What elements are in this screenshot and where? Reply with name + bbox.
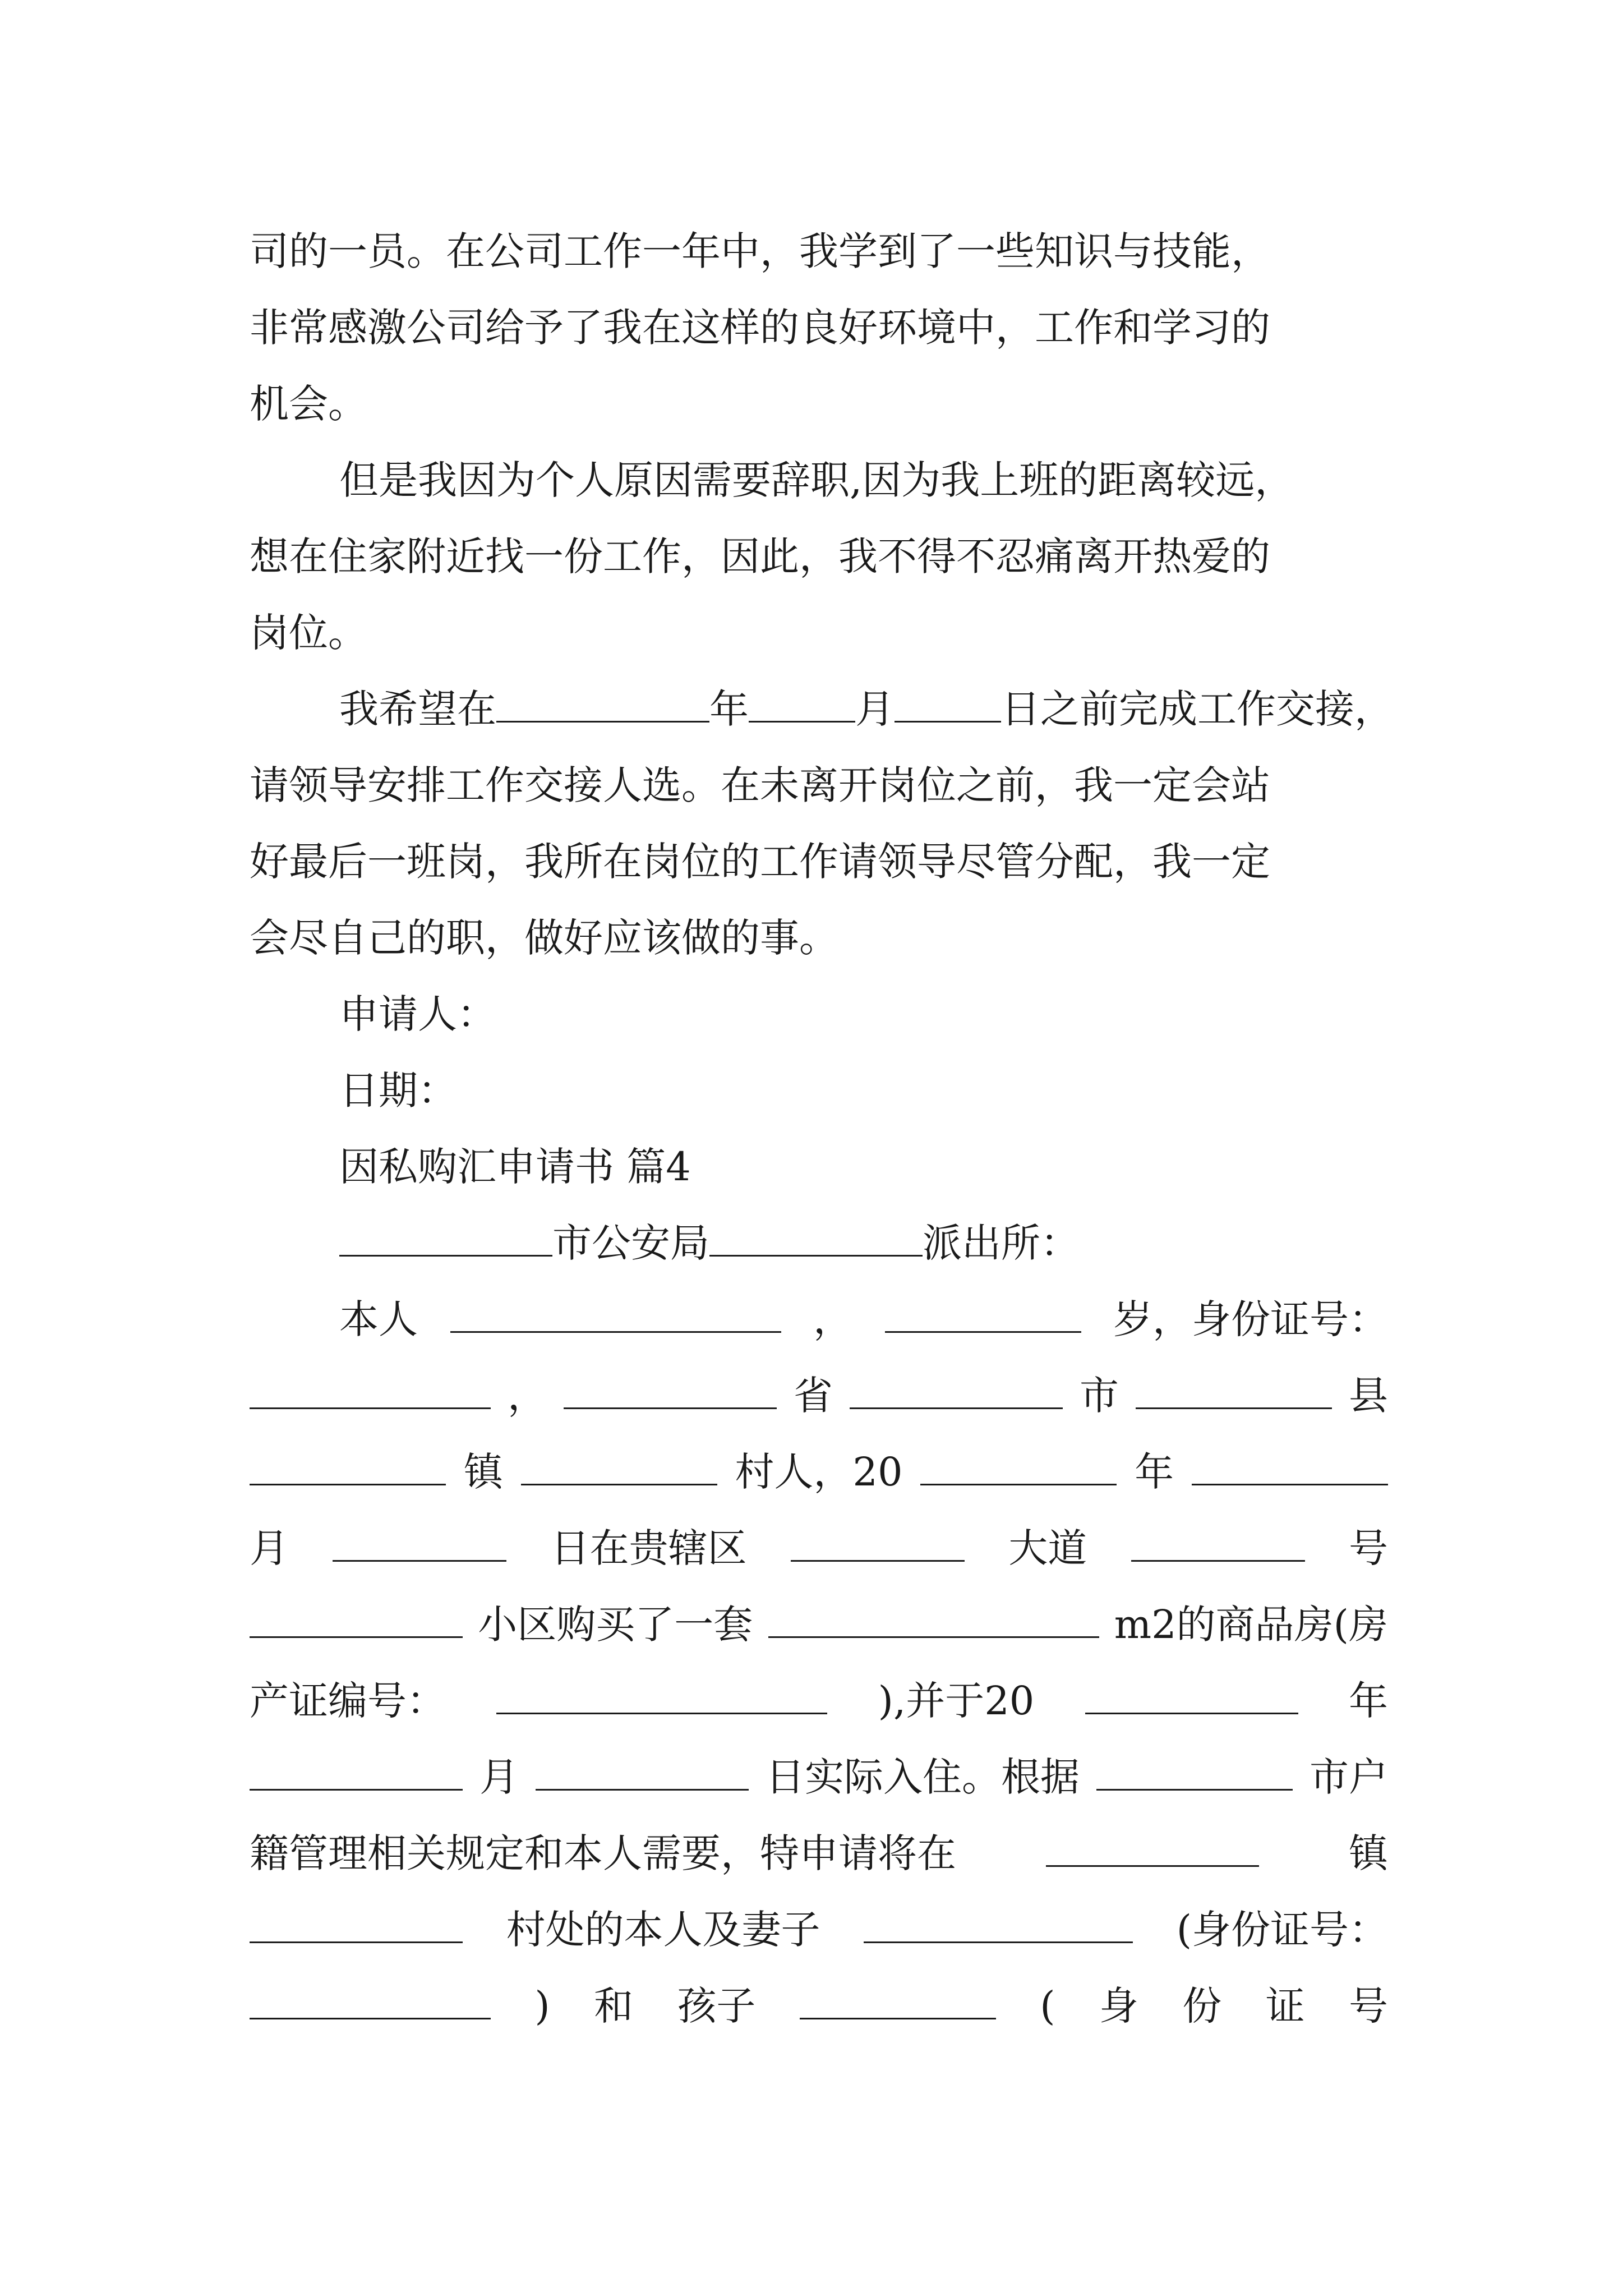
text-run: 日在贵辖区 [550,1525,747,1571]
fill-in-blank [791,1526,965,1562]
paragraph-line [250,366,1388,442]
text-run: 我希望在 [339,686,496,732]
text-run: 机会。 [250,381,367,427]
fill-in-blank [768,1603,1099,1638]
fill-in-blank [920,1450,1117,1485]
text-run: 证 [1265,1983,1305,2029]
fill-in-blank [895,687,1001,723]
text-run: 岁，身份证号： [1113,1296,1388,1342]
text-run: 非常感激公司给予了我在这样的良好环境中，工作和学习的 [250,305,1270,351]
text-run: 身 [1099,1983,1138,2029]
text-run: 月 [250,1525,289,1571]
fill-in-blank [1192,1450,1388,1485]
fill-in-blank [885,1297,1081,1333]
fill-in-blank [1136,1374,1332,1409]
fill-in-blank [564,1374,777,1409]
paragraph-line [250,1892,1388,1968]
fill-in-blank [1096,1755,1293,1791]
text-run: ( [1040,1983,1055,2029]
text-run: 但是我因为个人原因需要辞职,因为我上班的距离较远， [339,457,1294,503]
text-run: ， [508,1373,547,1419]
fill-in-blank [250,1450,446,1485]
paragraph-line [250,1663,1388,1739]
fill-in-blank [850,1374,1063,1409]
text-run: 孩子 [677,1983,756,2029]
paragraph-line [250,1586,1388,1663]
text-run: 日实际入住。根据 [766,1754,1080,1800]
fill-in-blank [250,1603,463,1638]
fill-in-blank [496,1679,827,1714]
fill-in-blank [709,1221,923,1257]
text-run: 小区购买了一套 [478,1602,753,1648]
fill-in-blank [496,687,709,723]
fill-in-blank [339,1221,552,1257]
fill-in-blank [749,687,855,723]
fill-in-blank [536,1755,749,1791]
text-run: 和 [594,1983,634,2029]
date-line [250,1052,1388,1129]
paragraph-line [250,518,1388,595]
paragraph-line [250,289,1388,366]
fill-in-blank [333,1526,506,1562]
text-run: 年 [1135,1449,1174,1495]
paragraph-line [250,1358,1388,1434]
text-run: 岗位。 [250,610,367,656]
text-run: 月 [479,1754,519,1800]
fill-in-blank [1131,1526,1305,1562]
document-body [250,213,1394,2044]
paragraph-line [250,1815,1388,1892]
paragraph-line [250,442,1388,518]
fill-in-blank [800,1984,996,2019]
addressee-line [250,1205,1388,1281]
text-run: 市公安局 [552,1220,709,1266]
date-label: 日期： [339,1068,457,1114]
text-run: 份 [1182,1983,1222,2029]
paragraph-line [250,671,1394,747]
section-title: 因私购汇申请书 篇4 [339,1144,691,1190]
text-run: ),并于20 [878,1678,1035,1724]
text-run: 市户 [1310,1754,1388,1800]
text-run: 本人 [339,1296,418,1342]
text-run: 号 [1349,1983,1388,2029]
text-run: 年 [1348,1678,1388,1724]
text-run: (身份证号： [1176,1907,1388,1953]
text-run: ， [813,1296,852,1342]
paragraph-line [250,595,1388,671]
text-run: 月 [855,686,895,732]
signature-line [250,976,1388,1052]
paragraph-line [250,1281,1388,1358]
fill-in-blank [521,1450,717,1485]
paragraph-line [250,213,1388,289]
paragraph-line [250,900,1388,976]
text-run: 产证编号： [250,1678,446,1724]
fill-in-blank [1085,1679,1298,1714]
text-run: 年 [709,686,749,732]
text-run: ) [534,1983,550,2029]
fill-in-blank [864,1908,1133,1943]
text-run: 县 [1349,1373,1388,1419]
paragraph-line [250,1739,1388,1815]
text-run: m2的商品房(房 [1114,1602,1388,1648]
section-heading [250,1129,1388,1205]
text-run: 想在住家附近找一份工作，因此，我不得不忍痛离开热爱的 [250,533,1270,579]
text-run: 司的一员。在公司工作一年中，我学到了一些知识与技能， [250,228,1270,274]
text-run: 市 [1080,1373,1119,1419]
fill-in-blank [250,1984,491,2019]
text-run: 好最后一班岗，我所在岗位的工作请领导尽管分配，我一定 [250,839,1270,885]
text-run: 派出所： [923,1220,1080,1266]
text-run: 村人，20 [735,1449,903,1495]
fill-in-blank [1046,1832,1259,1867]
applicant-label: 申请人： [339,991,496,1037]
fill-in-blank [250,1755,463,1791]
text-run: 村处的本人及妻子 [506,1907,820,1953]
fill-in-blank [250,1374,491,1409]
text-run: 镇 [463,1449,503,1495]
fill-in-blank [250,1908,463,1943]
paragraph-line [250,1968,1388,2044]
text-run: 会尽自己的职，做好应该做的事。 [250,915,838,961]
paragraph-line [250,1434,1388,1510]
paragraph-line [250,1510,1388,1586]
text-run: 镇 [1349,1830,1388,1876]
text-run: 大道 [1008,1525,1087,1571]
text-run: 籍管理相关规定和本人需要，特申请将在 [250,1830,956,1876]
text-run: 省 [794,1373,833,1419]
text-run: 号 [1348,1525,1388,1571]
fill-in-blank [450,1297,781,1333]
paragraph-line [250,823,1388,900]
paragraph-line [250,747,1388,823]
text-run: 日之前完成工作交接， [1001,686,1394,732]
text-run: 请领导安排工作交接人选。在未离开岗位之前，我一定会站 [250,762,1270,808]
